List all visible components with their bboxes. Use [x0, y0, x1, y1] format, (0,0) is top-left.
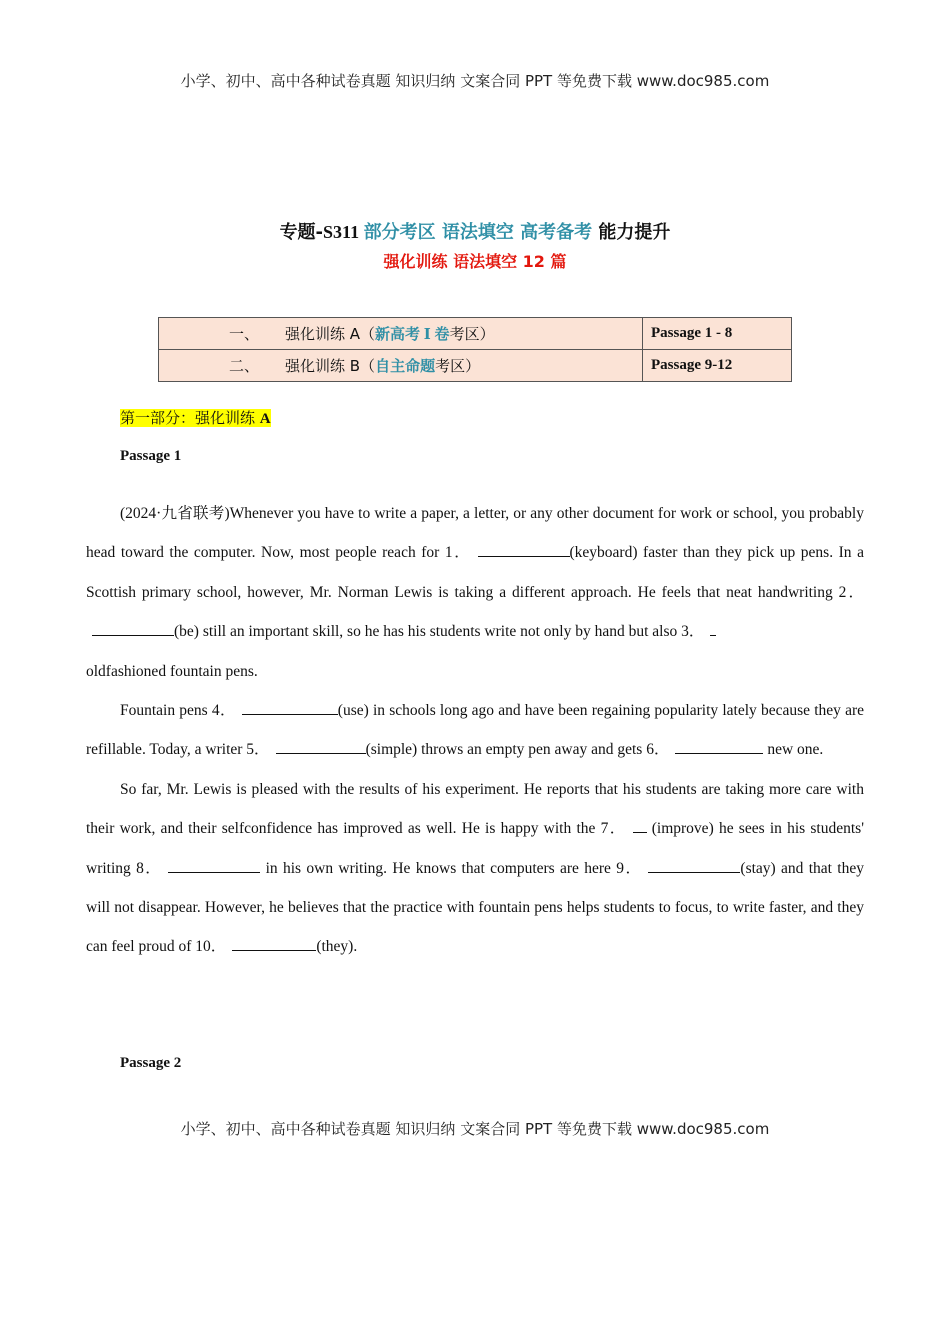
section-heading: 第一部分：强化训练 A	[120, 409, 271, 427]
toc-number: 二、	[229, 357, 260, 375]
toc-number: 一、	[229, 325, 260, 343]
answer-blank-7	[633, 818, 647, 833]
answer-blank-6	[675, 739, 763, 754]
answer-blank-5	[276, 739, 366, 754]
toc-range: Passage 1 - 8	[643, 318, 792, 350]
paragraph: So far, Mr. Lewis is pleased with the results of his experiment. He reports that his students are taking more care with their work, and their selfconfidence has improved as well. He is happy with the 7． (improve) he sees in his students' writing 8． in his own writing. He knows that computers are here 9． (stay) and that they will not disappear. However, he believes that the practice with fountain pens helps students to focus, to write faster, and they can feel proud of 10． (they).	[86, 780, 864, 956]
contents-table	[158, 317, 792, 382]
passage-1-body	[86, 494, 864, 967]
document-title: 专题-S311 部分考区 语法填空 高考备考 能力提升	[279, 222, 671, 243]
answer-blank-10	[232, 936, 316, 951]
answer-blank-2	[92, 621, 174, 636]
answer-blank-3	[710, 621, 716, 636]
toc-highlight: 新高考 Ⅰ 卷	[375, 327, 450, 343]
paragraph: Fountain pens 4． (use) in schools long ago and have been regaining popularity lately because they are refillable. Today, a writer 5． (simple) throws an empty pen away and gets 6． new one.	[86, 702, 864, 759]
answer-blank-1	[478, 542, 570, 557]
toc-highlight: 自主命题	[375, 359, 436, 375]
paragraph: (2024·九省联考)Whenever you have to write a paper, a letter, or any other document for work or school, you probably head toward the computer. Now, most people reach for 1． (keyboard) faster than they pick up pens. In a Scottish primary school, however, Mr. Norman Lewis is taking a different approach. He feels that neat handwriting 2．(be) still an important skill, so he has his students write not only by hand but also 3． oldfashioned fountain pens.	[86, 505, 864, 680]
answer-blank-8	[168, 858, 260, 873]
toc-range: Passage 9-12	[643, 350, 792, 382]
contents-row: 二、 强化训练 B（自主命题考区） Passage 9-12	[159, 350, 792, 382]
document-subtitle: 强化训练 语法填空 12 篇	[383, 252, 567, 271]
passage-2-label: Passage 2	[120, 1055, 182, 1071]
answer-blank-4	[242, 700, 338, 715]
passage-1-label: Passage 1	[120, 448, 182, 464]
page-header: 小学、初中、高中各种试卷真题 知识归纳 文案合同 PPT 等免费下载 www.doc985.com	[180, 72, 770, 90]
contents-row: 一、 强化训练 A（新高考 Ⅰ 卷考区） Passage 1 - 8	[159, 318, 792, 350]
page-footer: 小学、初中、高中各种试卷真题 知识归纳 文案合同 PPT 等免费下载 www.doc985.com	[180, 1120, 770, 1138]
answer-blank-9	[648, 858, 740, 873]
